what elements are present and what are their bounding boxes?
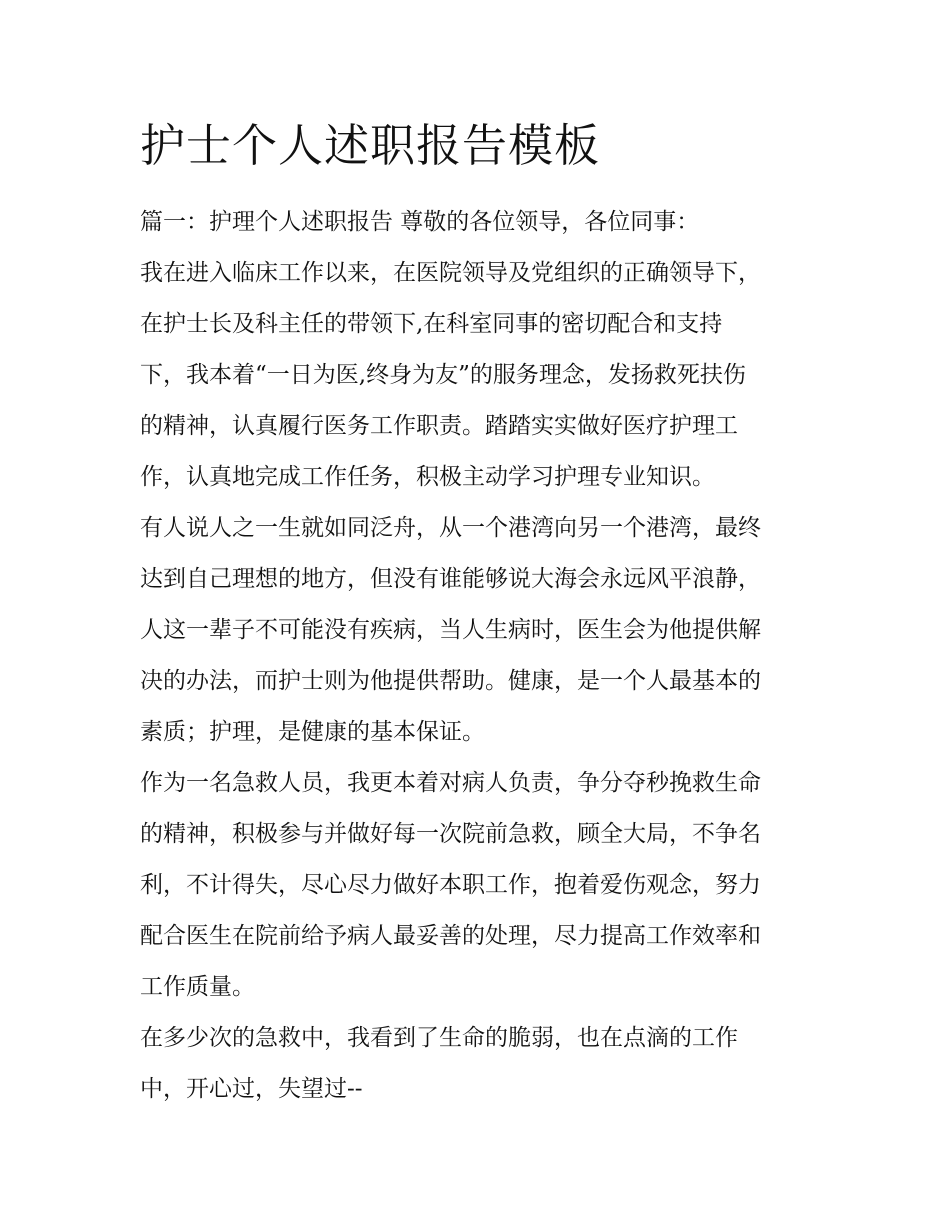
text-line: 在多少次的急救中，我看到了生命的脆弱，也在点滴的工作	[140, 1025, 738, 1051]
text-line: 作为一名急救人员，我更本着对病人负责，争分夺秒挽救生命	[140, 770, 761, 796]
text-line: 素质；护理，是健康的基本保证。	[140, 719, 485, 745]
text-line: 篇一：护理个人述职报告 尊敬的各位领导，各位同事：	[140, 209, 700, 235]
text-line: 在护士长及科主任的带领下,在科室同事的密切配合和支持	[140, 311, 723, 337]
text-line: 的精神，积极参与并做好每一次院前急救，顾全大局，不争名	[140, 821, 761, 847]
text-line: 利，不计得失，尽心尽力做好本职工作，抱着爱伤观念，努力	[140, 872, 761, 898]
text-line: 我在进入临床工作以来，在医院领导及党组织的正确领导下，	[140, 260, 761, 286]
text-line: 作，认真地完成工作任务，积极主动学习护理专业知识。	[140, 464, 715, 490]
text-line: 的精神，认真履行医务工作职责。踏踏实实做好医疗护理工	[140, 413, 738, 439]
text-line: 工作质量。	[140, 974, 255, 1000]
document-title: 护士个人述职报告模板	[140, 119, 601, 172]
text-line: 有人说人之一生就如同泛舟，从一个港湾向另一个港湾，最终	[140, 515, 761, 541]
text-line: 下，我本着“一日为医,终身为友”的服务理念，发扬救死扶伤	[140, 362, 746, 388]
text-line: 人这一辈子不可能没有疾病，当人生病时，医生会为他提供解	[140, 617, 761, 643]
text-line: 配合医生在院前给予病人最妥善的处理，尽力提高工作效率和	[140, 923, 761, 949]
text-line: 达到自己理想的地方，但没有谁能够说大海会永远风平浪静，	[140, 566, 761, 592]
text-line: 中，开心过，失望过--	[140, 1076, 363, 1102]
text-line: 决的办法，而护士则为他提供帮助。健康，是一个人最基本的	[140, 668, 761, 694]
